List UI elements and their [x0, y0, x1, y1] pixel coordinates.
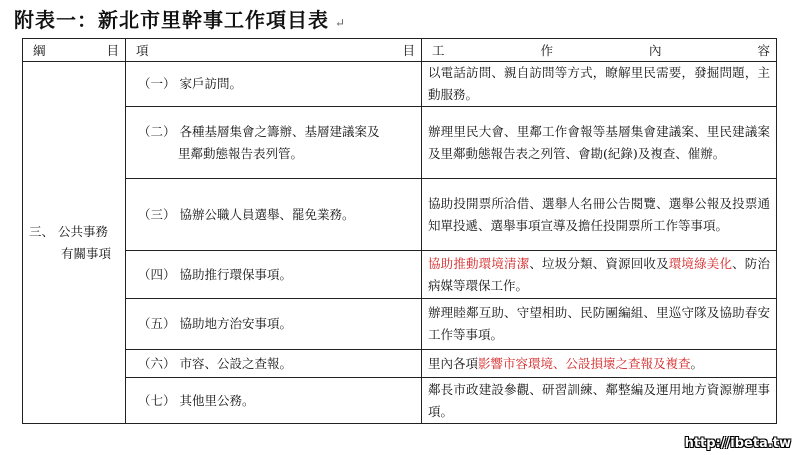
content-text	[428, 379, 770, 423]
content-segment: 辦理里民大會、里鄰工作會報等基層集會建議案、里民建議案及里鄰動態報告表之列管、會勘(紀錄)及複查、催辦。	[428, 123, 770, 161]
content-segment: 協助投開票所洽借、選舉人名冊公告閱覽、選舉公報及投票通知單投遞、選舉事項宣導及擔任投開票所工作等事項。	[428, 195, 770, 233]
content-segment: 、防治病媒等環保工作。	[428, 255, 770, 293]
content-segment: 辦理睦鄰互助、守望相助、民防團編組、里巡守隊及協助春安工作等事項。	[428, 305, 770, 342]
table-row	[23, 378, 777, 424]
table-row	[23, 350, 777, 378]
item-cell	[126, 378, 422, 424]
item-cell	[126, 107, 422, 179]
header-content-char-2: 作	[540, 43, 553, 58]
item-cell	[126, 179, 422, 251]
document-title	[14, 4, 346, 33]
content-segment: 、垃圾分類、資源回收及	[529, 255, 669, 271]
category-line-2: 有關事項	[61, 245, 112, 261]
item-text: （四） 協助推行環保事項。	[138, 266, 292, 282]
content-cell	[422, 107, 777, 179]
header-content-char-1: 工	[432, 43, 445, 58]
item-text: （一） 家戶訪問。	[138, 76, 242, 91]
category-cell	[23, 62, 126, 424]
table-row	[23, 107, 777, 179]
content-text	[428, 62, 770, 106]
content-text	[428, 121, 770, 165]
header-outline-char-2: 目	[106, 43, 119, 58]
header-outline-char-1: 綱	[33, 43, 46, 58]
header-item-cell	[126, 39, 422, 62]
content-cell	[422, 378, 777, 424]
item-text: （六） 市容、公設之查報。	[138, 355, 292, 371]
item-text: （三） 協辦公職人員選舉、罷免業務。	[138, 206, 355, 222]
content-cell	[422, 350, 777, 378]
paragraph-mark-icon: ↵	[335, 16, 347, 30]
content-text	[428, 353, 770, 375]
title-text: 附表一：新北市里幹事工作項目表	[14, 8, 329, 32]
item-cell	[126, 350, 422, 378]
item-cell	[126, 299, 422, 350]
content-text	[428, 193, 770, 237]
item-text: （五） 協助地方治安事項。	[138, 316, 292, 331]
content-cell	[422, 299, 777, 350]
site-watermark: http://ibeta.tw	[684, 436, 791, 451]
content-cell	[422, 251, 777, 299]
content-cell	[422, 179, 777, 251]
content-segment: 鄰長市政建設參觀、研習訓練、鄰整編及運用地方資源辦理事項。	[428, 381, 770, 419]
header-content-char-4: 容	[757, 43, 770, 58]
work-items-table	[22, 38, 777, 424]
content-segment: 里內各項	[428, 355, 479, 371]
content-cell	[422, 62, 777, 107]
content-segment: 以電話訪問、親自訪問等方式，瞭解里民需要，發掘問題，主動服務。	[428, 65, 770, 102]
content-text	[428, 302, 770, 346]
header-content-char-3: 內	[648, 43, 662, 58]
header-item-char-1: 項	[136, 43, 149, 58]
highlighted-text: 環境綠美化	[668, 255, 733, 271]
header-item-char-2: 目	[402, 43, 415, 58]
item-text: （二） 各種基層集會之籌辦、基層建議案及	[138, 123, 380, 139]
content-text	[428, 253, 770, 297]
header-outline-cell	[23, 39, 126, 62]
item-text-continued: 里鄰動態報告表列管。	[178, 145, 304, 161]
table-row	[23, 62, 777, 107]
content-segment: 。	[690, 355, 704, 371]
table-row	[23, 299, 777, 350]
item-text: （七） 其他里公務。	[138, 392, 255, 408]
category-line-1: 三、 公共事務	[29, 223, 108, 239]
item-cell	[126, 62, 422, 107]
table-row	[23, 251, 777, 299]
table-header-row	[23, 39, 777, 62]
highlighted-text: 影響市容環境、公設損壞之查報及複查	[478, 355, 691, 371]
item-cell	[126, 251, 422, 299]
table-row	[23, 179, 777, 251]
header-content-cell	[422, 39, 777, 62]
highlighted-text: 協助推動環境清潔	[428, 255, 530, 271]
